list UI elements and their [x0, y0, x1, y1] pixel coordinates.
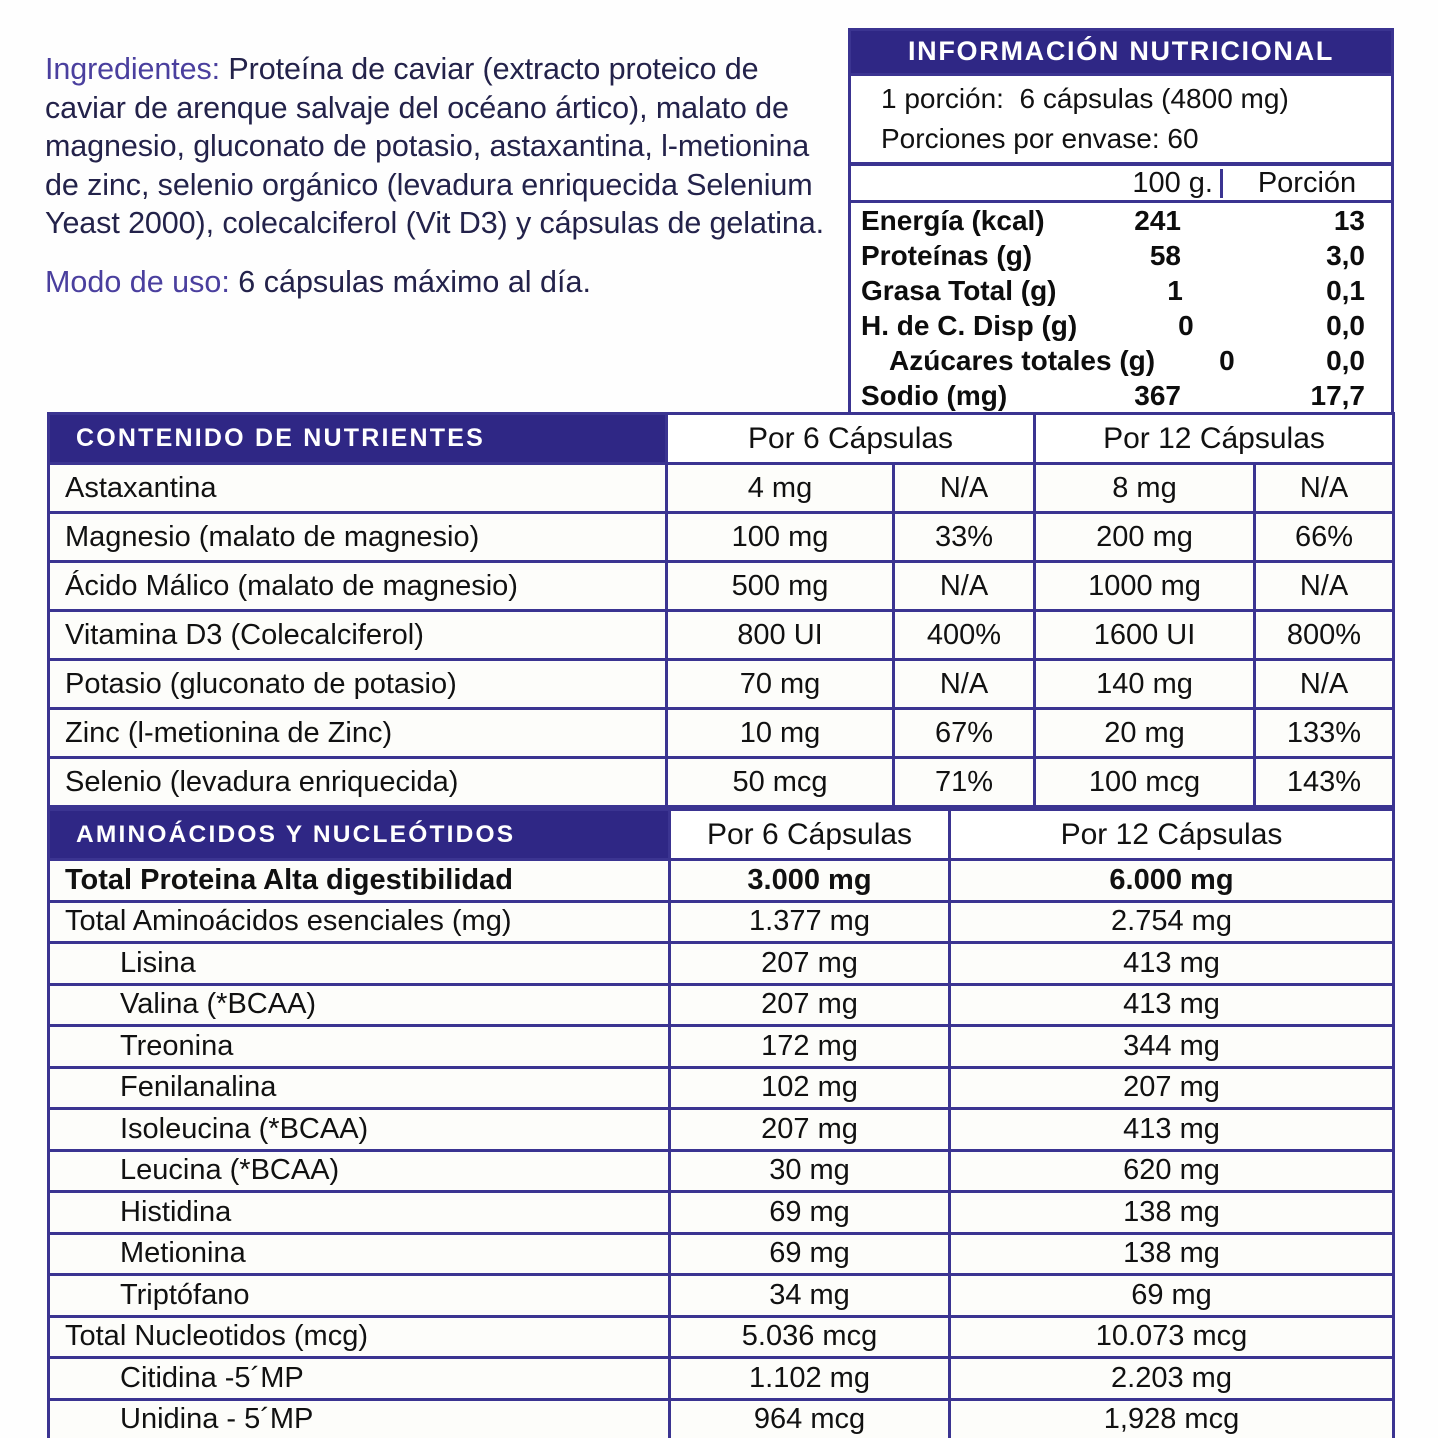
- nutrition-row-name: Azúcares totales (g): [889, 344, 1156, 376]
- nutrition-row-name: Energía (kcal): [861, 204, 1045, 236]
- amino-name: Treonina: [120, 1029, 234, 1062]
- nutrition-row-per100g: 0: [1219, 344, 1235, 376]
- nutrient-name: Magnesio (malato de magnesio): [65, 520, 480, 553]
- amino-rows: [50, 858, 1392, 1438]
- nutrition-row: [851, 203, 1391, 238]
- amino-value-6: 172 mg: [668, 1027, 948, 1066]
- column-header-100g: 100 g.: [1053, 169, 1223, 198]
- nutrient-name: Potasio (gluconato de potasio): [65, 667, 457, 700]
- amino-value-12: 413 mg: [948, 944, 1392, 983]
- nutrient-amount-12: 1600 UI: [1033, 612, 1253, 658]
- nutrient-name: Astaxantina: [65, 471, 217, 504]
- nutrition-row-per100g: 241: [1134, 204, 1181, 236]
- amino-value-12: 69 mg: [948, 1276, 1392, 1315]
- nutrient-percent-6: 400%: [892, 612, 1033, 658]
- serving-size: 1 porción: 6 cápsulas (4800 mg): [881, 83, 1289, 115]
- nutrient-percent-12: N/A: [1253, 465, 1392, 511]
- nutrition-row-name: Proteínas (g): [861, 239, 1033, 271]
- usage-paragraph: [45, 263, 845, 301]
- servings-per-container: Porciones por envase: 60: [881, 123, 1199, 155]
- usage-text: 6 cápsulas máximo al día.: [229, 264, 591, 299]
- amino-value-6: 69 mg: [668, 1235, 948, 1274]
- nutrient-amount-6: 4 mg: [665, 465, 892, 511]
- table-row: [50, 900, 1392, 942]
- amino-value-6: 30 mg: [668, 1152, 948, 1191]
- nutrient-percent-12: 143%: [1253, 759, 1392, 805]
- nutrient-amount-12: 20 mg: [1033, 710, 1253, 756]
- amino-name: Valina (*BCAA): [120, 988, 317, 1021]
- amino-value-6: 69 mg: [668, 1193, 948, 1232]
- table-row: [50, 1315, 1392, 1357]
- nutrient-percent-6: N/A: [892, 563, 1033, 609]
- amino-value-12: 344 mg: [948, 1027, 1392, 1066]
- nutrition-row: [851, 378, 1391, 413]
- table-row: [50, 1190, 1392, 1232]
- ingredients-block: [45, 50, 845, 301]
- amino-value-12: 413 mg: [948, 986, 1392, 1025]
- amino-value-12: 1,928 mcg: [948, 1401, 1392, 1438]
- table-row: [50, 560, 1392, 609]
- ingredients-text: Proteína de caviar (extracto proteico de caviar de arenque salvaje del océano ártico), malato de magnesio, gluconato de potasio, astaxantina, l-metionina de zinc, selenio orgánico (levadura enriquecida Selenium Yeast 2000), colecalciferol (Vit D3) y cápsulas de gelatina.: [45, 52, 824, 240]
- ingredients-label: Ingredientes:: [45, 52, 221, 86]
- table-row: [50, 983, 1392, 1025]
- nutrient-percent-6: 33%: [892, 514, 1033, 560]
- amino-name: Fenilanalina: [120, 1071, 277, 1104]
- nutrients-header-title: CONTENIDO DE NUTRIENTES: [50, 415, 665, 462]
- amino-name: Citidina -5´MP: [120, 1361, 304, 1394]
- amino-name: Total Nucleotidos (mcg): [65, 1320, 368, 1353]
- amino-name: Triptófano: [120, 1278, 250, 1311]
- nutrition-row-per100g: 1: [1167, 274, 1183, 306]
- nutrient-amount-12: 100 mcg: [1033, 759, 1253, 805]
- nutrient-percent-6: 67%: [892, 710, 1033, 756]
- nutrients-rows: [50, 462, 1392, 805]
- amino-value-12: 2.203 mg: [948, 1359, 1392, 1398]
- nutrient-amount-6: 800 UI: [665, 612, 892, 658]
- amino-value-12: 6.000 mg: [948, 861, 1392, 900]
- nutrients-header-per12: Por 12 Cápsulas: [1033, 415, 1392, 462]
- usage-label: Modo de uso:: [45, 264, 230, 299]
- nutrient-percent-6: N/A: [892, 661, 1033, 707]
- nutrition-facts-title: INFORMACIÓN NUTRICIONAL: [851, 31, 1391, 73]
- nutrient-amount-6: 10 mg: [665, 710, 892, 756]
- nutrition-row-per100g: 367: [1134, 379, 1181, 411]
- amino-value-12: 620 mg: [948, 1152, 1392, 1191]
- nutrition-row-portion: 0,1: [1326, 274, 1365, 306]
- table-row: [50, 941, 1392, 983]
- nutrition-row: [851, 308, 1391, 343]
- amino-name: Lisina: [120, 946, 196, 979]
- amino-header-per12: Por 12 Cápsulas: [948, 811, 1392, 858]
- nutrients-table: [47, 412, 1395, 808]
- nutrient-amount-6: 500 mg: [665, 563, 892, 609]
- nutrition-row-portion: 0,0: [1326, 344, 1365, 376]
- nutrition-row-name: Grasa Total (g): [861, 274, 1057, 306]
- nutrients-table-header: [50, 415, 1392, 462]
- amino-value-6: 964 mcg: [668, 1401, 948, 1438]
- table-row: [50, 658, 1392, 707]
- nutrient-percent-12: 800%: [1253, 612, 1392, 658]
- nutrient-name: Zinc (l-metionina de Zinc): [65, 716, 393, 749]
- amino-value-12: 207 mg: [948, 1069, 1392, 1108]
- nutrient-amount-6: 70 mg: [665, 661, 892, 707]
- nutrition-rows: [851, 203, 1391, 413]
- table-row: [50, 1356, 1392, 1398]
- table-row: [50, 462, 1392, 511]
- nutrient-amount-6: 100 mg: [665, 514, 892, 560]
- table-row: [50, 1107, 1392, 1149]
- amino-value-12: 413 mg: [948, 1110, 1392, 1149]
- nutrient-percent-6: 71%: [892, 759, 1033, 805]
- amino-value-6: 207 mg: [668, 944, 948, 983]
- amino-name: Total Proteina Alta digestibilidad: [65, 863, 513, 896]
- nutrient-amount-12: 200 mg: [1033, 514, 1253, 560]
- nutrition-row-per100g: 58: [1149, 239, 1181, 271]
- amino-value-6: 207 mg: [668, 1110, 948, 1149]
- amino-value-12: 138 mg: [948, 1235, 1392, 1274]
- nutrients-header-per6: Por 6 Cápsulas: [665, 415, 1033, 462]
- ingredients-paragraph: [45, 50, 845, 243]
- amino-value-6: 1.377 mg: [668, 903, 948, 942]
- amino-name: Unidina - 5´MP: [120, 1403, 314, 1436]
- table-row: [50, 1024, 1392, 1066]
- nutrient-percent-6: N/A: [892, 465, 1033, 511]
- amino-header-per6: Por 6 Cápsulas: [668, 811, 948, 858]
- amino-name: Histidina: [120, 1195, 232, 1228]
- nutrient-amount-12: 1000 mg: [1033, 563, 1253, 609]
- amino-value-6: 34 mg: [668, 1276, 948, 1315]
- amino-value-6: 102 mg: [668, 1069, 948, 1108]
- nutrition-row: [851, 238, 1391, 273]
- nutrition-row-portion: 13: [1333, 204, 1365, 236]
- amino-name: Isoleucina (*BCAA): [120, 1112, 369, 1145]
- column-header-portion: Porción: [1257, 166, 1357, 199]
- amino-value-12: 10.073 mcg: [948, 1318, 1392, 1357]
- nutrient-name: Selenio (levadura enriquecida): [65, 765, 459, 798]
- amino-name: Total Aminoácidos esenciales (mg): [65, 905, 512, 938]
- amino-header-title: AMINOÁCIDOS Y NUCLEÓTIDOS: [50, 811, 668, 858]
- table-row: [50, 1273, 1392, 1315]
- amino-value-12: 2.754 mg: [948, 903, 1392, 942]
- nutrition-facts-box: [848, 28, 1394, 416]
- table-row: [50, 756, 1392, 805]
- nutrient-percent-12: 66%: [1253, 514, 1392, 560]
- nutrition-column-header: [851, 162, 1391, 203]
- serving-info: [851, 73, 1391, 162]
- amino-value-6: 207 mg: [668, 986, 948, 1025]
- table-row: [50, 1149, 1392, 1191]
- nutrition-row-portion: 3,0: [1326, 239, 1365, 271]
- table-row: [50, 1232, 1392, 1274]
- nutrition-row-name: H. de C. Disp (g): [861, 309, 1078, 341]
- amino-table-header: [50, 811, 1392, 858]
- nutrition-row-name: Sodio (mg): [861, 379, 1008, 411]
- nutrition-row-portion: 0,0: [1326, 309, 1365, 341]
- table-row: [50, 1066, 1392, 1108]
- nutrient-name: Ácido Málico (malato de magnesio): [65, 569, 518, 602]
- nutrient-percent-12: 133%: [1253, 710, 1392, 756]
- amino-value-6: 5.036 mcg: [668, 1318, 948, 1357]
- amino-value-6: 1.102 mg: [668, 1359, 948, 1398]
- nutrient-percent-12: N/A: [1253, 563, 1392, 609]
- table-row: [50, 858, 1392, 900]
- amino-name: Leucina (*BCAA): [120, 1154, 340, 1187]
- amino-name: Metionina: [120, 1237, 246, 1270]
- nutrient-amount-12: 140 mg: [1033, 661, 1253, 707]
- nutrition-row-portion: 17,7: [1310, 379, 1365, 411]
- table-row: [50, 1398, 1392, 1438]
- nutrition-row-per100g: 0: [1178, 309, 1194, 341]
- nutrient-amount-6: 50 mcg: [665, 759, 892, 805]
- nutrient-amount-12: 8 mg: [1033, 465, 1253, 511]
- nutrient-percent-12: N/A: [1253, 661, 1392, 707]
- amino-value-6: 3.000 mg: [668, 861, 948, 900]
- nutrient-name: Vitamina D3 (Colecalciferol): [65, 618, 424, 651]
- nutrition-row: [851, 273, 1391, 308]
- table-row: [50, 707, 1392, 756]
- table-row: [50, 511, 1392, 560]
- amino-acids-table: [47, 808, 1395, 1438]
- table-row: [50, 609, 1392, 658]
- nutrition-row: [851, 343, 1391, 378]
- amino-value-12: 138 mg: [948, 1193, 1392, 1232]
